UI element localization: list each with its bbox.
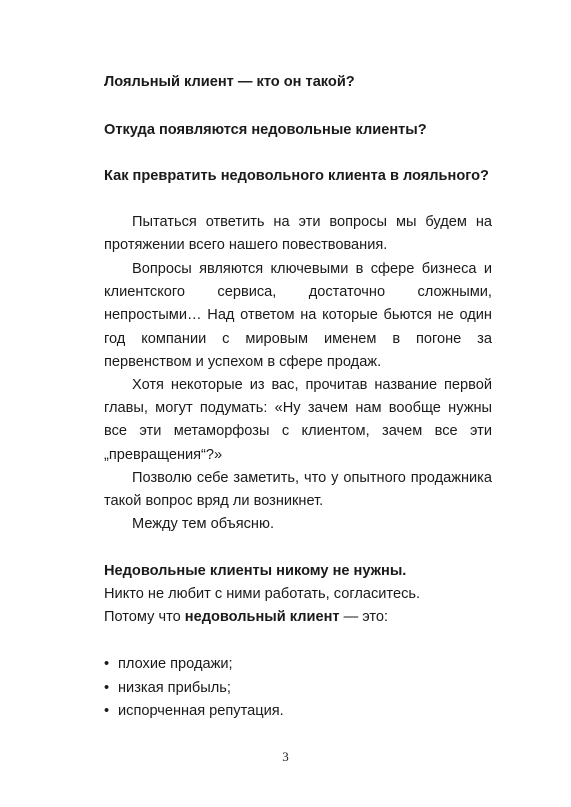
section-line-2-prefix: Потому что bbox=[104, 609, 185, 625]
section-line-2-suffix: — это: bbox=[339, 609, 389, 625]
bullet-text: плохие продажи; bbox=[118, 656, 233, 672]
bullet-text: низкая прибыль; bbox=[118, 680, 231, 696]
heading-where-unhappy: Откуда появляются недовольные клиенты? bbox=[104, 122, 427, 138]
paragraph-4: Позволю себе заметить, что у опытного продажника такой вопрос вряд ли возникнет. bbox=[104, 470, 492, 510]
heading-how-convert: Как превратить недовольного клиента в лояльного? bbox=[104, 168, 489, 184]
paragraph-2: Вопросы являются ключевыми в сфере бизнеса и клиентского сервиса, достаточно сложными, непростыми… Над ответом на которые бьются не один год компании с мировым именем в погоне за первенством и успехом в сфере продаж. bbox=[104, 261, 492, 370]
bullet-text: испорченная репутация. bbox=[118, 703, 284, 719]
bullet-item-2 bbox=[104, 678, 231, 698]
heading-loyal-client: Лояльный клиент — кто он такой? bbox=[104, 74, 355, 90]
bullet-dot-icon: • bbox=[104, 680, 110, 696]
paragraph-1: Пытаться ответить на эти вопросы мы будем на протяжении всего нашего повествования. bbox=[104, 214, 492, 254]
section-heading: Недовольные клиенты никому не нужны. bbox=[104, 563, 407, 579]
bullet-dot-icon: • bbox=[104, 703, 110, 719]
section-line-2-bold: недовольный клиент bbox=[184, 609, 340, 625]
paragraph-5: Между тем объясню. bbox=[132, 516, 274, 532]
paragraph-3: Хотя некоторые из вас, прочитав название первой главы, могут подумать: «Ну зачем нам вообще нужны все эти метаморфозы с клиентом, зачем все эти „превращения“?» bbox=[104, 377, 492, 463]
section-line-2 bbox=[104, 607, 388, 627]
bullet-item-1 bbox=[104, 654, 233, 674]
page-number: 3 bbox=[282, 749, 289, 764]
section-line-1: Никто не любит с ними работать, согласитесь. bbox=[104, 586, 421, 602]
bullet-dot-icon: • bbox=[104, 656, 110, 672]
bullet-item-3 bbox=[104, 701, 284, 721]
